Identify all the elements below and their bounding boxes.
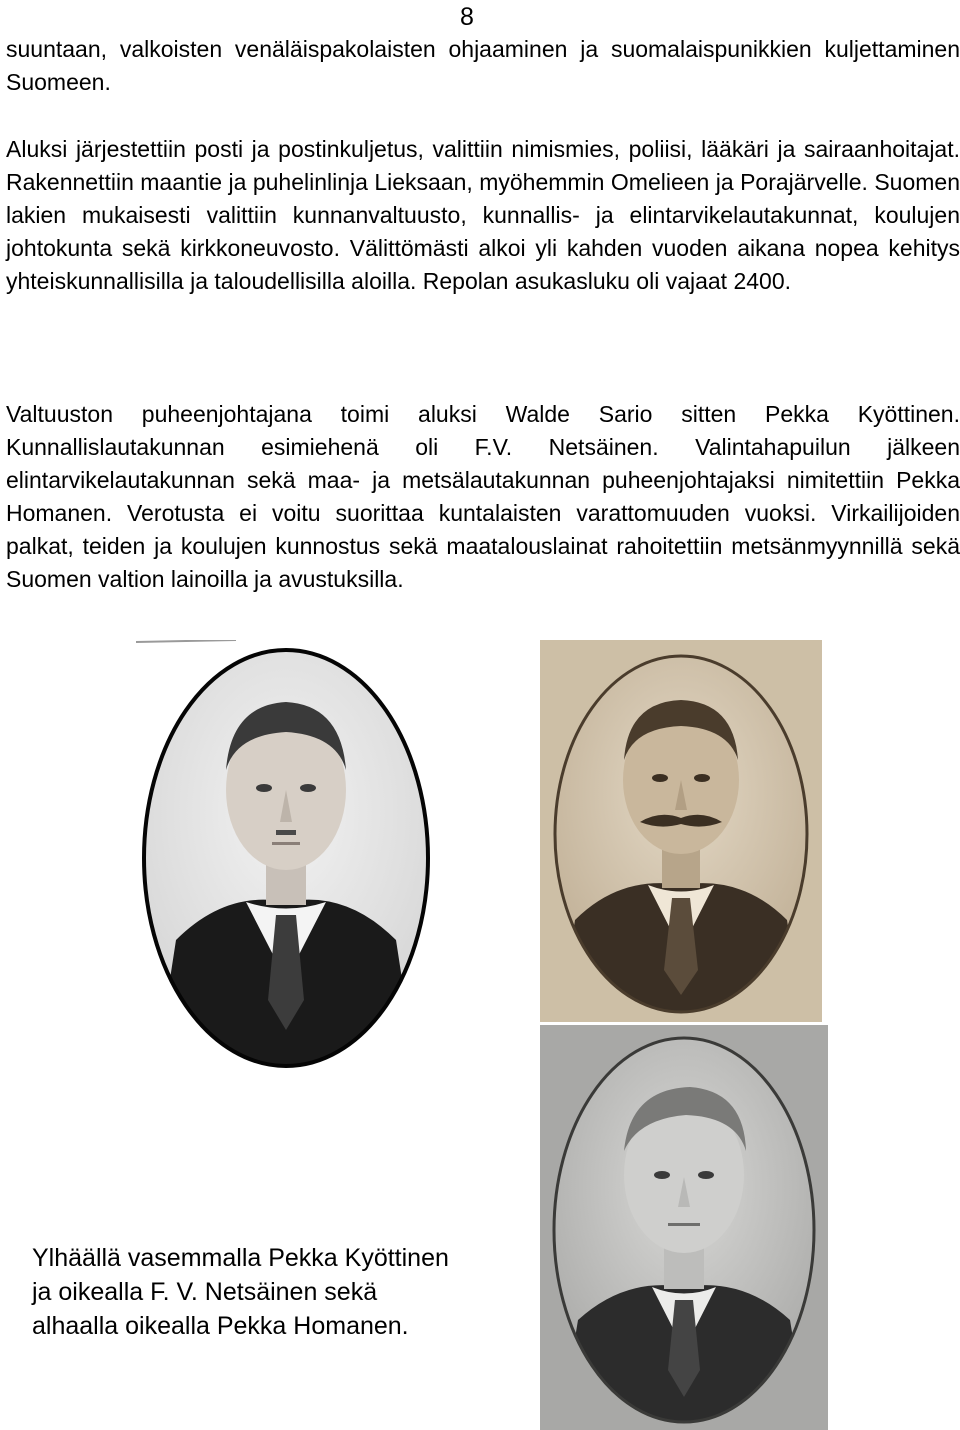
portrait-top-right-image bbox=[540, 640, 822, 1022]
paragraph-2: Aluksi järjestettiin posti ja postinkuljetus, valittiin nimismies, poliisi, lääkäri ja sairaanhoitajat. Rakennettiin maantie ja puhelinlinja Lieksaan, myöhemmin Omelieen ja Porajärvelle. Suomen lakien mukaisesti valittiin kunnanvaltuusto, kunnallis- ja elintarvikelautakunnat, koulujen johtokunta sekä kirkkoneuvosto. Välittömästi alkoi yli kahden vuoden aikana nopea kehitys yhteiskunnallisilla ja taloudellisilla aloilla. Repolan asukasluku oli vajaat 2400. bbox=[6, 136, 960, 294]
portrait-top-left-image bbox=[136, 640, 436, 1070]
photo-caption bbox=[32, 1241, 532, 1343]
portrait-photo-top-right bbox=[540, 640, 822, 1022]
caption-line-3: alhaalla oikealla Pekka Homanen. bbox=[32, 1312, 409, 1340]
paragraph-3: Valtuuston puheenjohtajana toimi aluksi Walde Sario sitten Pekka Kyöttinen. Kunnallislautakunnan esimiehenä oli F.V. Netsäinen. Valintahapuilun jälkeen elintarvikelautakunnan sekä maa- ja metsälautakunnan puheenjohtajaksi nimitettiin Pekka Homanen. Verotusta ei voitu suorittaa kuntalaisten varattomuuden vuoksi. Virkailijoiden palkat, teiden ja koulujen kunnostus sekä maatalouslainat rahoitettiin metsänmyynnillä sekä Suomen valtion lainoilla ja avustuksilla. bbox=[6, 401, 960, 592]
portrait-photo-top-left bbox=[136, 640, 436, 1070]
caption-line-2: ja oikealla F. V. Netsäinen sekä bbox=[32, 1278, 378, 1306]
portrait-photo-bottom-right bbox=[540, 1025, 828, 1430]
paragraph-1: suuntaan, valkoisten venäläispakolaisten ohjaaminen ja suomalaispunikkien kuljettaminen Suomeen. bbox=[6, 36, 960, 95]
page-number: 8 bbox=[460, 3, 474, 31]
portrait-bottom-right-image bbox=[540, 1025, 828, 1430]
caption-line-1: Ylhäällä vasemmalla Pekka Kyöttinen bbox=[32, 1244, 449, 1272]
